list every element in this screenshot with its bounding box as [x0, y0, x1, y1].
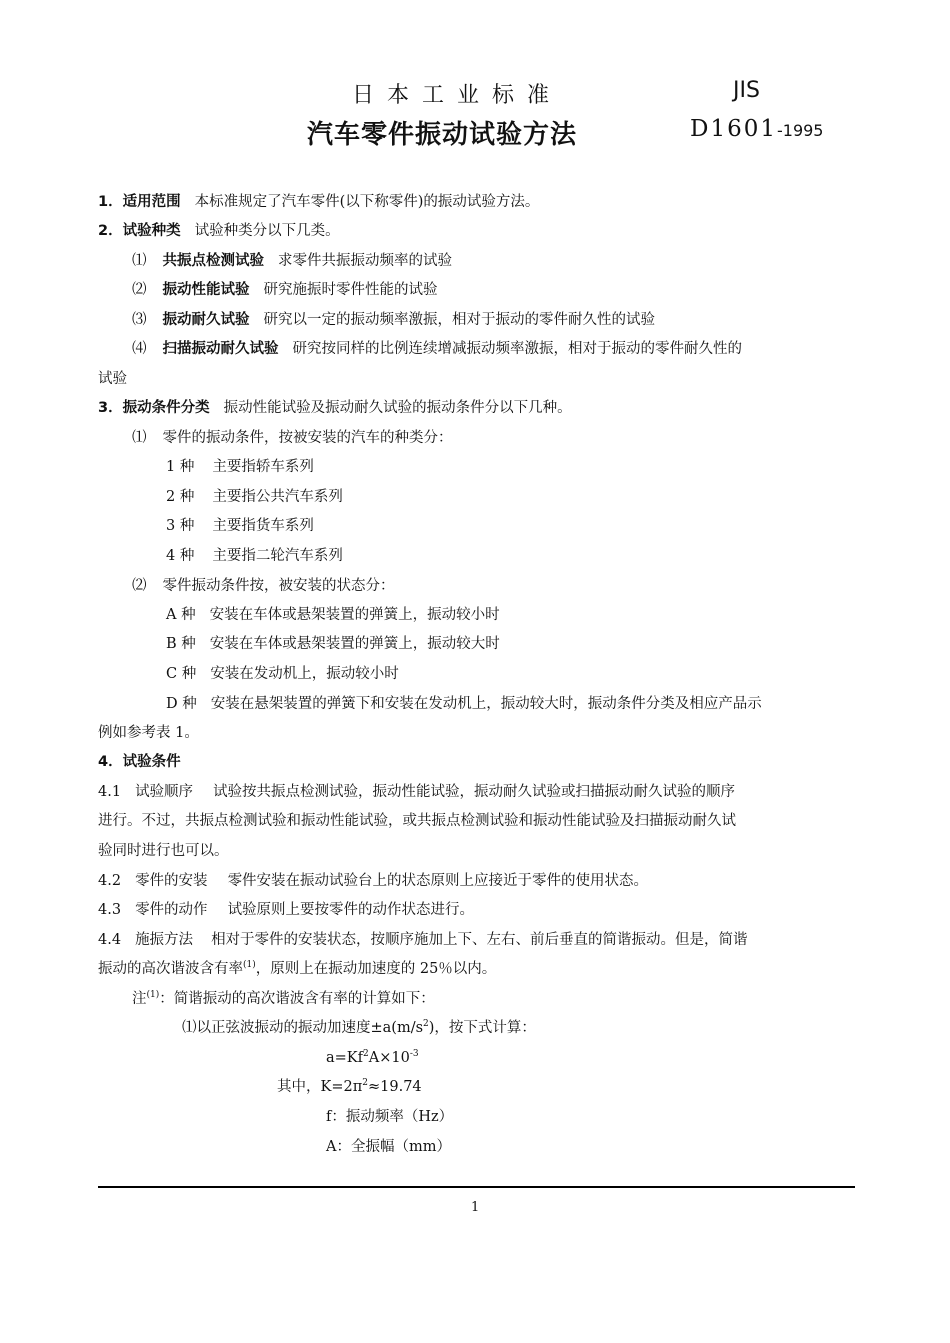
item-number: ⑵	[132, 282, 147, 298]
section-4-heading: 4．试验条件	[98, 754, 181, 770]
superscript: 2	[362, 1078, 368, 1088]
test-type-item	[132, 280, 438, 300]
kind-label: D 种	[166, 696, 197, 712]
section-1	[98, 192, 539, 212]
section-1-text: 本标准规定了汽车零件(以下称零件)的振动试验方法。	[194, 194, 540, 210]
mount-kind	[166, 694, 762, 714]
clause-text: 相对于零件的安装状态，按顺序施加上下、左右、前后垂直的简谐振动。但是，简谐	[211, 932, 748, 948]
clause-4-1-line-3: 验同时进行也可以。	[98, 843, 229, 859]
standard-category: 日本工业标准	[352, 83, 563, 108]
superscript: -3	[409, 1049, 419, 1059]
mount-kind-continued: 例如参考表 1。	[98, 725, 199, 741]
formula-text: ⑴以正弦波振动的振动加速度±a(m/s	[182, 1020, 424, 1036]
page-number: 1	[471, 1200, 480, 1215]
kind-label: 4 种	[166, 548, 195, 564]
subsection-text: 零件振动条件按，被安装的状态分：	[162, 578, 395, 594]
item-desc: 求零件共振振动频率的试验	[278, 253, 452, 269]
clause-4-4	[98, 930, 748, 950]
section-1-heading: 1．适用范围	[98, 194, 181, 210]
standard-number	[690, 116, 823, 142]
subsection-text: 零件的振动条件，按被安装的汽车的种类分：	[162, 430, 453, 446]
formula-var-f: f：振动频率（Hz）	[326, 1109, 454, 1125]
test-type-item	[132, 310, 655, 330]
clause-text: 试验原则上要按零件的动作状态进行。	[227, 902, 475, 918]
section-2-heading: 2．试验种类	[98, 223, 181, 239]
formula-text: A×10	[368, 1050, 410, 1066]
formula-text: ≈19.74	[367, 1079, 422, 1095]
section-2-text: 试验种类分以下几类。	[194, 223, 340, 239]
mount-kind	[166, 664, 399, 684]
document-title: 汽车零件振动试验方法	[307, 120, 578, 150]
formula-equation	[326, 1048, 419, 1068]
item-desc: 研究施振时零件性能的试验	[263, 282, 438, 298]
kind-label: 1 种	[166, 459, 195, 475]
subsection-number: ⑵	[132, 578, 147, 594]
vehicle-kind	[166, 487, 343, 507]
test-type-item	[132, 251, 452, 271]
formula-text: 其中，K=2π	[277, 1079, 363, 1095]
kind-label: 3 种	[166, 518, 195, 534]
item-desc: 研究以一定的振动频率激振，相对于振动的零件耐久性的试验	[263, 312, 655, 328]
kind-desc: 安装在车体或悬架装置的弹簧上，振动较小时	[209, 607, 500, 623]
formula-where	[277, 1077, 422, 1097]
clause-4-2	[98, 871, 648, 891]
clause-4-3	[98, 900, 474, 920]
item-desc-continued: 试验	[98, 371, 127, 387]
superscript: 2	[363, 1049, 369, 1059]
clause-text: 振动的高次谐波含有率	[98, 961, 243, 977]
formula-text: a=Kf	[326, 1050, 363, 1066]
footnote	[132, 989, 435, 1009]
mount-kind	[166, 605, 500, 625]
clause-number: 4.4	[98, 932, 122, 948]
clause-4-1	[98, 782, 735, 802]
kind-desc: 主要指二轮汽车系列	[212, 548, 343, 564]
superscript: 2	[423, 1019, 429, 1029]
mount-kind	[166, 634, 500, 654]
item-name: 振动性能试验	[162, 282, 250, 298]
vehicle-kind	[166, 546, 343, 566]
clause-title: 零件的动作	[135, 902, 208, 918]
clause-number: 4.1	[98, 784, 122, 800]
clause-number: 4.2	[98, 873, 122, 889]
clause-text: 试验按共振点检测试验，振动性能试验，振动耐久试验或扫描振动耐久试验的顺序	[213, 784, 736, 800]
kind-desc: 安装在悬架装置的弹簧下和安装在发动机上，振动较大时，振动条件分类及相应产品示	[210, 696, 762, 712]
subsection-1	[132, 428, 453, 448]
kind-desc: 主要指公共汽车系列	[212, 489, 343, 505]
footnote-text: ：简谐振动的高次谐波含有率的计算如下：	[159, 991, 435, 1007]
footer-divider	[98, 1186, 855, 1188]
subsection-number: ⑴	[132, 430, 147, 446]
formula-text: )，按下式计算：	[428, 1020, 536, 1036]
item-number: ⑷	[132, 341, 147, 357]
item-name: 扫描振动耐久试验	[162, 341, 279, 357]
clause-title: 零件的安装	[135, 873, 208, 889]
formula-intro	[182, 1018, 536, 1038]
section-3-heading: 3．振动条件分类	[98, 400, 210, 416]
clause-number: 4.3	[98, 902, 122, 918]
section-3-text: 振动性能试验及振动耐久试验的振动条件分以下几种。	[223, 400, 572, 416]
kind-desc: 安装在车体或悬架装置的弹簧上，振动较大时	[209, 636, 500, 652]
kind-label: B 种	[166, 636, 196, 652]
kind-desc: 安装在发动机上，振动较小时	[210, 666, 399, 682]
footnote-label: 注	[132, 991, 147, 1007]
formula-var-a: A：全振幅（mm）	[326, 1139, 451, 1155]
subsection-2	[132, 576, 395, 596]
section-3	[98, 398, 572, 418]
clause-text: ，原则上在振动加速度的 25％以内。	[255, 961, 497, 977]
clause-title: 施振方法	[135, 932, 194, 948]
footnote-mark: (1)	[146, 990, 160, 1000]
clause-4-1-line-2: 进行。不过，共振点检测试验和振动性能试验，或共振点检测试验和振动性能试验及扫描振动耐久试	[98, 813, 736, 829]
kind-label: A 种	[166, 607, 196, 623]
test-type-item	[132, 339, 742, 359]
section-2	[98, 221, 340, 241]
standard-year: -1995	[776, 121, 824, 140]
clause-title: 试验顺序	[135, 784, 194, 800]
vehicle-kind	[166, 457, 314, 477]
kind-desc: 主要指货车系列	[212, 518, 314, 534]
item-name: 振动耐久试验	[162, 312, 250, 328]
footnote-ref: (1)	[243, 960, 256, 970]
standard-code: D1601	[690, 116, 777, 142]
vehicle-kind	[166, 516, 314, 536]
kind-desc: 主要指轿车系列	[212, 459, 314, 475]
clause-text: 零件安装在振动试验台上的状态原则上应接近于零件的使用状态。	[227, 873, 649, 889]
item-number: ⑴	[132, 253, 147, 269]
kind-label: C 种	[166, 666, 197, 682]
jis-label: JIS	[733, 78, 760, 103]
item-number: ⑶	[132, 312, 147, 328]
kind-label: 2 种	[166, 489, 195, 505]
clause-4-4-line-2	[98, 959, 496, 979]
item-name: 共振点检测试验	[162, 253, 264, 269]
item-desc: 研究按同样的比例连续增减振动频率激振，相对于振动的零件耐久性的	[292, 341, 742, 357]
